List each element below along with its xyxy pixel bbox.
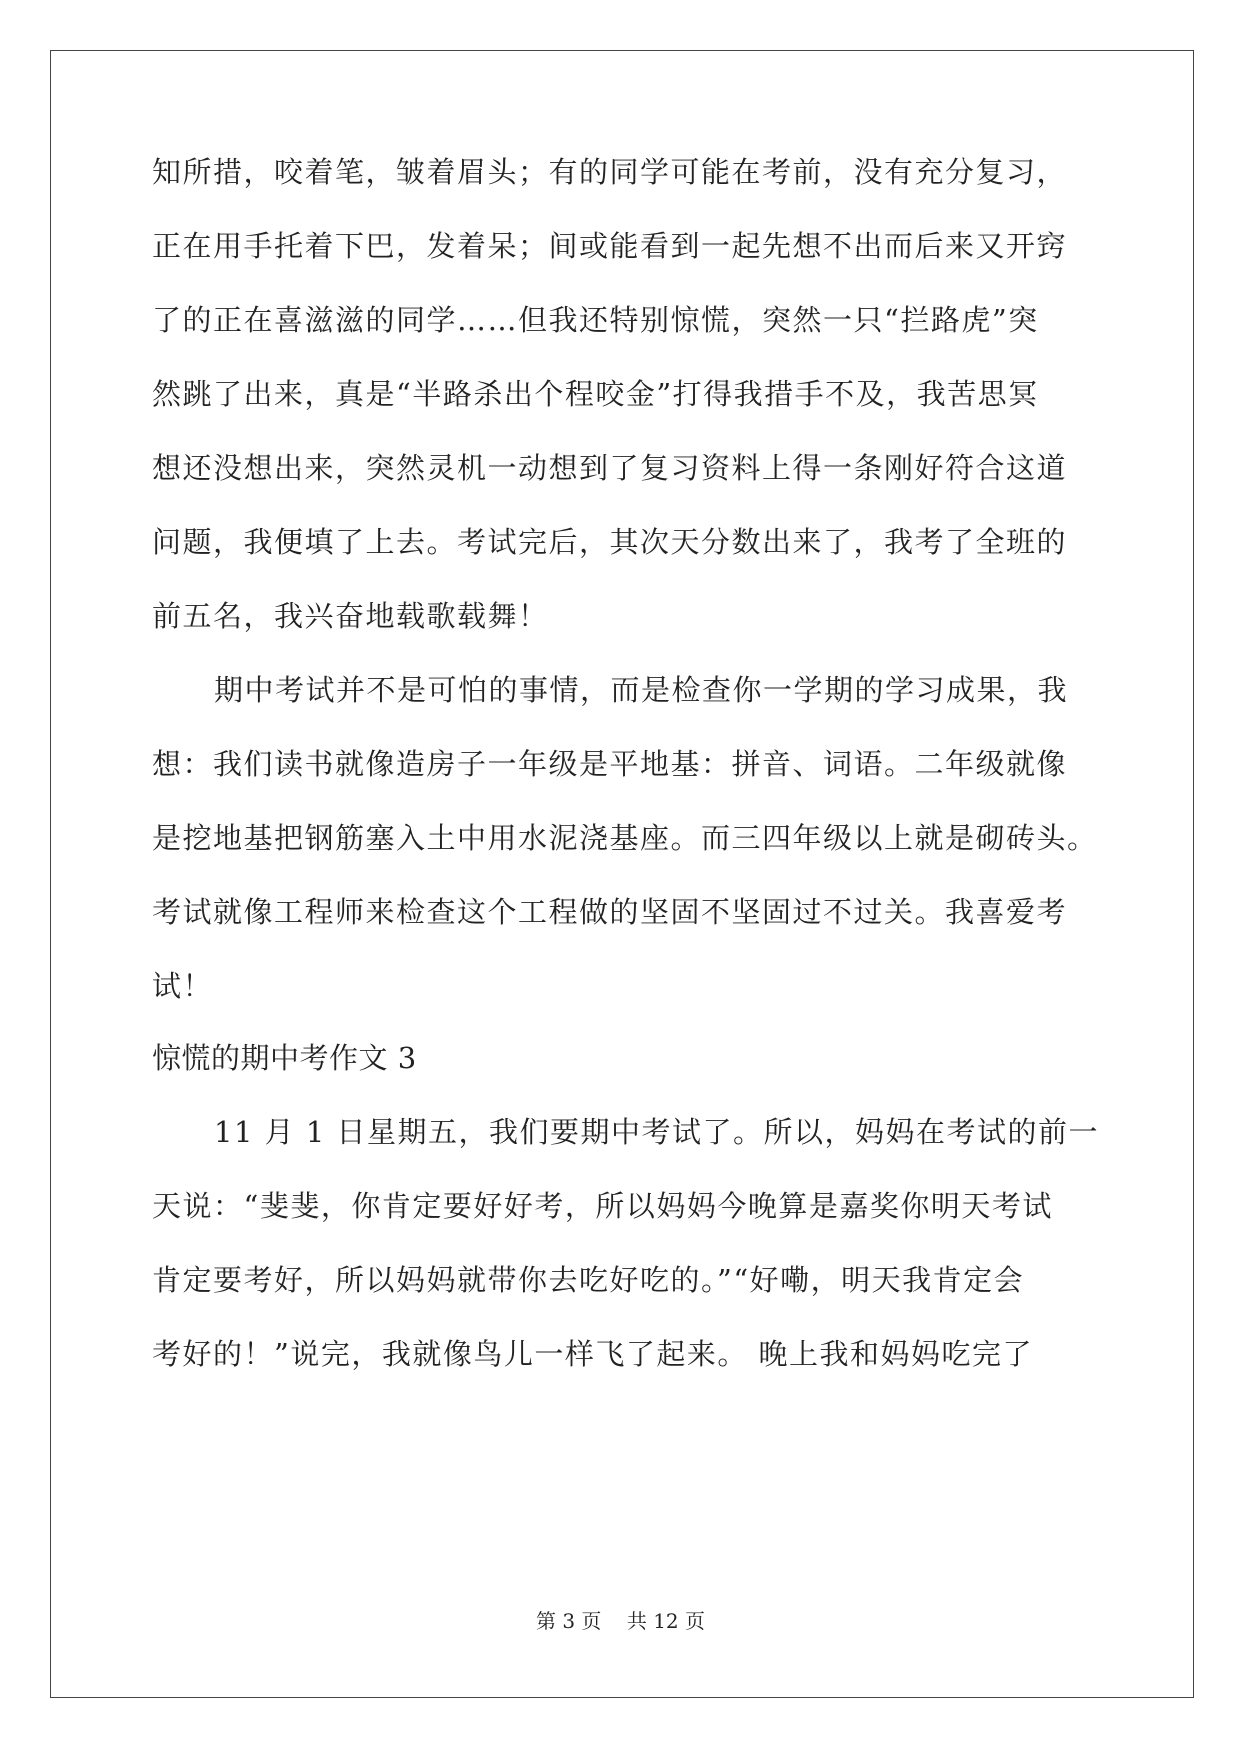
text-line: 知所措，咬着笔，皱着眉头；有的同学可能在考前，没有充分复习，	[152, 155, 1068, 189]
text-line: 试！	[152, 969, 214, 1003]
text-line: 想还没想出来，突然灵机一动想到了复习资料上得一条刚好符合这道	[152, 451, 1068, 485]
text-line: 前五名，我兴奋地载歌载舞！	[152, 599, 549, 633]
paragraph-start-line: 期中考试并不是可怕的事情，而是检查你一学期的学习成果，我	[214, 673, 1069, 707]
text-line: 是挖地基把钢筋塞入土中用水泥浇基座。而三四年级以上就是砌砖头。	[152, 821, 1098, 855]
text-line: 想：我们读书就像造房子一年级是平地基：拼音、词语。二年级就像	[152, 747, 1068, 781]
page-border	[50, 50, 1194, 1698]
text-line: 了的正在喜滋滋的同学……但我还特别惊慌，突然一只“拦路虎”突	[152, 303, 1039, 337]
text-line: 肯定要考好，所以妈妈就带你去吃好吃的。”“好嘞，明天我肯定会	[152, 1263, 1025, 1297]
text-line: 然跳了出来，真是“半路杀出个程咬金”打得我措手不及，我苦思冥	[152, 377, 1039, 411]
page-number-footer: 第 3 页 共 12 页	[535, 1609, 706, 1633]
text-line: 天说：“斐斐，你肯定要好好考，所以妈妈今晚算是嘉奖你明天考试	[152, 1189, 1053, 1223]
text-line: 正在用手托着下巴，发着呆；间或能看到一起先想不出而后来又开窍	[152, 229, 1068, 263]
paragraph-start-line: 11 月 1 日星期五，我们要期中考试了。所以，妈妈在考试的前一	[214, 1115, 1100, 1149]
section-heading: 惊慌的期中考作文 3	[152, 1041, 417, 1075]
text-line: 问题，我便填了上去。考试完后，其次天分数出来了，我考了全班的	[152, 525, 1068, 559]
text-line: 考试就像工程师来检查这个工程做的坚固不坚固过不过关。我喜爱考	[152, 895, 1068, 929]
text-line: 考好的！”说完，我就像鸟儿一样飞了起来。 晚上我和妈妈吃完了	[152, 1337, 1034, 1371]
